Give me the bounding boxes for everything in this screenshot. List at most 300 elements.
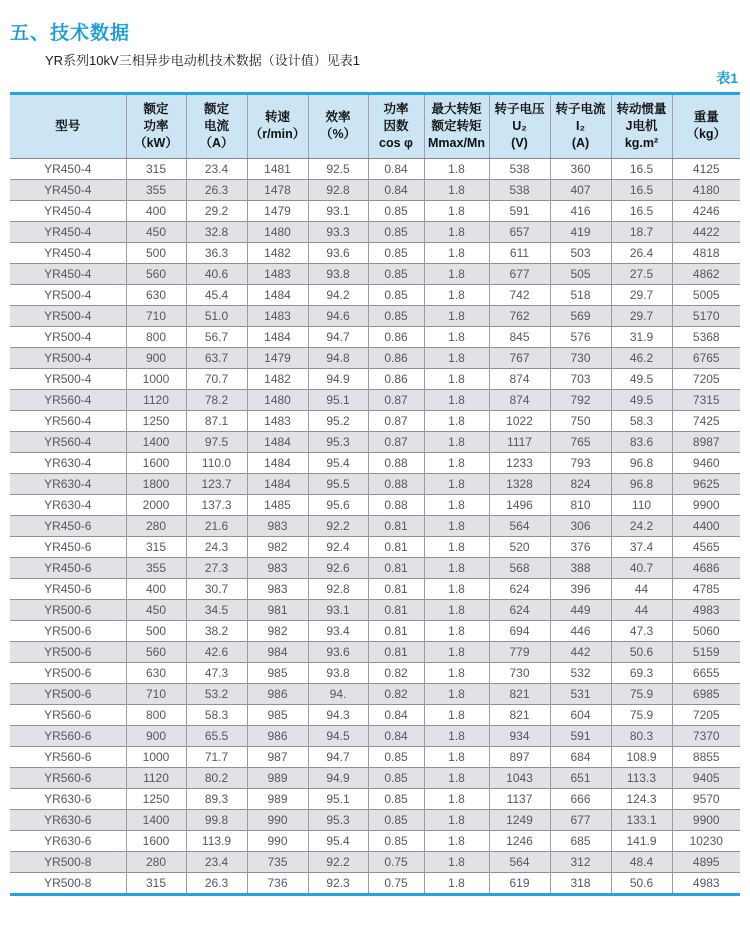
- cell-rated-current: 32.8: [186, 221, 247, 242]
- table-row: [10, 788, 740, 809]
- cell-rated-current: 47.3: [186, 662, 247, 683]
- cell-rotor-voltage: 874: [489, 368, 550, 389]
- cell-torque-ratio: 1.8: [424, 788, 489, 809]
- cell-rotor-current: 792: [550, 389, 611, 410]
- cell-power-factor: 0.86: [368, 347, 424, 368]
- cell-rated-current: 34.5: [186, 599, 247, 620]
- cell-power-factor: 0.85: [368, 242, 424, 263]
- cell-inertia: 50.6: [611, 872, 672, 894]
- cell-rated-power: 500: [126, 620, 186, 641]
- table-row: [10, 368, 740, 389]
- cell-torque-ratio: 1.8: [424, 599, 489, 620]
- cell-rated-power: 315: [126, 536, 186, 557]
- spec-table-body: [10, 158, 740, 894]
- cell-weight: 4895: [672, 851, 740, 872]
- cell-inertia: 108.9: [611, 746, 672, 767]
- cell-rated-power: 1400: [126, 809, 186, 830]
- cell-rated-power: 1400: [126, 431, 186, 452]
- cell-efficiency: 92.6: [308, 557, 368, 578]
- cell-power-factor: 0.85: [368, 200, 424, 221]
- cell-rotor-current: 360: [550, 158, 611, 179]
- table-row: [10, 200, 740, 221]
- table-row: [10, 746, 740, 767]
- cell-model: YR500-6: [10, 641, 126, 662]
- cell-weight: 4983: [672, 872, 740, 894]
- cell-speed: 1483: [247, 263, 308, 284]
- cell-rated-power: 800: [126, 326, 186, 347]
- column-header-line: 转子电压: [494, 102, 545, 116]
- cell-rotor-current: 503: [550, 242, 611, 263]
- table-row: [10, 179, 740, 200]
- cell-efficiency: 93.6: [308, 641, 368, 662]
- cell-torque-ratio: 1.8: [424, 242, 489, 263]
- cell-inertia: 75.9: [611, 704, 672, 725]
- cell-rotor-voltage: 677: [489, 263, 550, 284]
- cell-rotor-voltage: 1496: [489, 494, 550, 515]
- cell-power-factor: 0.85: [368, 746, 424, 767]
- cell-rated-power: 315: [126, 872, 186, 894]
- column-header-line: （r/min）: [249, 127, 306, 142]
- cell-rotor-voltage: 568: [489, 557, 550, 578]
- cell-efficiency: 93.8: [308, 263, 368, 284]
- column-header-speed: [247, 94, 308, 159]
- cell-rotor-voltage: 1246: [489, 830, 550, 851]
- cell-efficiency: 95.3: [308, 809, 368, 830]
- table-row: [10, 389, 740, 410]
- cell-efficiency: 92.3: [308, 872, 368, 894]
- table-row: [10, 830, 740, 851]
- cell-inertia: 40.7: [611, 557, 672, 578]
- cell-torque-ratio: 1.8: [424, 389, 489, 410]
- cell-torque-ratio: 1.8: [424, 557, 489, 578]
- cell-efficiency: 95.1: [308, 389, 368, 410]
- cell-rated-power: 1120: [126, 767, 186, 788]
- column-header-line: 效率: [325, 110, 351, 125]
- cell-speed: 1484: [247, 326, 308, 347]
- cell-rated-current: 30.7: [186, 578, 247, 599]
- cell-power-factor: 0.85: [368, 830, 424, 851]
- cell-rated-current: 51.0: [186, 305, 247, 326]
- cell-rated-power: 315: [126, 158, 186, 179]
- cell-rotor-current: 446: [550, 620, 611, 641]
- cell-power-factor: 0.81: [368, 620, 424, 641]
- cell-rated-power: 560: [126, 641, 186, 662]
- cell-rated-current: 110.0: [186, 452, 247, 473]
- cell-weight: 9460: [672, 452, 740, 473]
- cell-speed: 983: [247, 578, 308, 599]
- cell-rotor-voltage: 821: [489, 683, 550, 704]
- cell-weight: 7370: [672, 725, 740, 746]
- cell-rated-current: 40.6: [186, 263, 247, 284]
- cell-efficiency: 92.2: [308, 851, 368, 872]
- cell-model: YR500-6: [10, 620, 126, 641]
- cell-efficiency: 93.1: [308, 599, 368, 620]
- cell-power-factor: 0.88: [368, 494, 424, 515]
- column-header-model: [10, 94, 126, 159]
- cell-rated-power: 450: [126, 221, 186, 242]
- cell-rated-power: 560: [126, 263, 186, 284]
- cell-model: YR450-6: [10, 536, 126, 557]
- cell-rotor-voltage: 624: [489, 578, 550, 599]
- cell-inertia: 26.4: [611, 242, 672, 263]
- cell-inertia: 49.5: [611, 389, 672, 410]
- table-row: [10, 725, 740, 746]
- cell-rotor-current: 685: [550, 830, 611, 851]
- cell-inertia: 58.3: [611, 410, 672, 431]
- cell-power-factor: 0.85: [368, 305, 424, 326]
- column-header-power-factor: [368, 94, 424, 159]
- column-header-line: Mmax/Mn: [428, 135, 485, 150]
- cell-efficiency: 94.6: [308, 305, 368, 326]
- cell-rated-power: 1800: [126, 473, 186, 494]
- table-row: [10, 809, 740, 830]
- cell-inertia: 37.4: [611, 536, 672, 557]
- cell-power-factor: 0.84: [368, 158, 424, 179]
- cell-weight: 4983: [672, 599, 740, 620]
- table-row: [10, 557, 740, 578]
- cell-power-factor: 0.86: [368, 326, 424, 347]
- cell-rated-current: 23.4: [186, 158, 247, 179]
- cell-weight: 4818: [672, 242, 740, 263]
- table-row: [10, 431, 740, 452]
- cell-speed: 989: [247, 767, 308, 788]
- cell-speed: 982: [247, 536, 308, 557]
- cell-inertia: 27.5: [611, 263, 672, 284]
- column-header-torque-ratio: [424, 94, 489, 159]
- cell-efficiency: 92.5: [308, 158, 368, 179]
- cell-rotor-voltage: 730: [489, 662, 550, 683]
- cell-power-factor: 0.81: [368, 536, 424, 557]
- cell-rated-power: 355: [126, 557, 186, 578]
- cell-speed: 735: [247, 851, 308, 872]
- cell-speed: 985: [247, 662, 308, 683]
- cell-weight: 8987: [672, 431, 740, 452]
- cell-rotor-current: 569: [550, 305, 611, 326]
- cell-torque-ratio: 1.8: [424, 872, 489, 894]
- cell-inertia: 24.2: [611, 515, 672, 536]
- table-row: [10, 263, 740, 284]
- column-header-line: 转动惯量: [616, 102, 667, 116]
- cell-model: YR560-6: [10, 746, 126, 767]
- cell-weight: 4565: [672, 536, 740, 557]
- cell-rated-current: 21.6: [186, 515, 247, 536]
- column-header-line: 重量: [693, 110, 719, 125]
- column-header-line: 功率: [383, 102, 409, 116]
- cell-rotor-voltage: 591: [489, 200, 550, 221]
- cell-efficiency: 94.: [308, 683, 368, 704]
- cell-model: YR560-4: [10, 410, 126, 431]
- cell-model: YR560-4: [10, 389, 126, 410]
- cell-rotor-voltage: 520: [489, 536, 550, 557]
- cell-rotor-voltage: 538: [489, 158, 550, 179]
- cell-model: YR560-4: [10, 431, 126, 452]
- cell-rotor-voltage: 1117: [489, 431, 550, 452]
- cell-speed: 985: [247, 704, 308, 725]
- cell-rotor-current: 703: [550, 368, 611, 389]
- cell-inertia: 29.7: [611, 305, 672, 326]
- cell-rated-current: 26.3: [186, 179, 247, 200]
- cell-inertia: 46.2: [611, 347, 672, 368]
- cell-torque-ratio: 1.8: [424, 347, 489, 368]
- cell-model: YR500-6: [10, 662, 126, 683]
- cell-rotor-voltage: 611: [489, 242, 550, 263]
- cell-inertia: 110: [611, 494, 672, 515]
- cell-torque-ratio: 1.8: [424, 263, 489, 284]
- cell-rotor-voltage: 821: [489, 704, 550, 725]
- cell-efficiency: 95.1: [308, 788, 368, 809]
- cell-efficiency: 92.8: [308, 179, 368, 200]
- cell-inertia: 47.3: [611, 620, 672, 641]
- cell-power-factor: 0.85: [368, 767, 424, 788]
- cell-weight: 4422: [672, 221, 740, 242]
- cell-efficiency: 92.4: [308, 536, 368, 557]
- cell-model: YR500-4: [10, 347, 126, 368]
- column-header-line: 功率: [143, 118, 169, 133]
- cell-rated-current: 38.2: [186, 620, 247, 641]
- cell-weight: 8855: [672, 746, 740, 767]
- cell-rated-current: 56.7: [186, 326, 247, 347]
- cell-rated-power: 900: [126, 725, 186, 746]
- cell-speed: 989: [247, 788, 308, 809]
- cell-weight: 5368: [672, 326, 740, 347]
- cell-inertia: 44: [611, 578, 672, 599]
- cell-inertia: 31.9: [611, 326, 672, 347]
- table-row: [10, 578, 740, 599]
- column-header-line: （kg）: [686, 127, 727, 142]
- column-header-line: kg.m²: [624, 135, 659, 150]
- cell-rated-power: 280: [126, 851, 186, 872]
- column-header-line: U₂: [512, 118, 527, 133]
- cell-rated-current: 78.2: [186, 389, 247, 410]
- cell-weight: 4125: [672, 158, 740, 179]
- cell-rotor-current: 765: [550, 431, 611, 452]
- cell-rotor-voltage: 742: [489, 284, 550, 305]
- table-row: [10, 872, 740, 894]
- cell-rotor-voltage: 657: [489, 221, 550, 242]
- cell-weight: 4785: [672, 578, 740, 599]
- cell-rotor-current: 518: [550, 284, 611, 305]
- table-row: [10, 284, 740, 305]
- cell-model: YR630-4: [10, 494, 126, 515]
- cell-weight: 5005: [672, 284, 740, 305]
- cell-rotor-current: 651: [550, 767, 611, 788]
- cell-efficiency: 95.2: [308, 410, 368, 431]
- cell-weight: 5170: [672, 305, 740, 326]
- column-header-line: 转速: [264, 110, 290, 125]
- cell-model: YR450-6: [10, 578, 126, 599]
- cell-speed: 1484: [247, 431, 308, 452]
- cell-speed: 1482: [247, 368, 308, 389]
- cell-inertia: 18.7: [611, 221, 672, 242]
- column-header-efficiency: [308, 94, 368, 159]
- cell-rotor-current: 531: [550, 683, 611, 704]
- cell-rotor-voltage: 1249: [489, 809, 550, 830]
- cell-rotor-voltage: 1328: [489, 473, 550, 494]
- cell-torque-ratio: 1.8: [424, 767, 489, 788]
- cell-efficiency: 92.8: [308, 578, 368, 599]
- cell-inertia: 124.3: [611, 788, 672, 809]
- cell-rated-current: 58.3: [186, 704, 247, 725]
- cell-speed: 1485: [247, 494, 308, 515]
- cell-torque-ratio: 1.8: [424, 284, 489, 305]
- cell-power-factor: 0.88: [368, 473, 424, 494]
- table-row: [10, 242, 740, 263]
- cell-efficiency: 94.5: [308, 725, 368, 746]
- cell-rotor-current: 604: [550, 704, 611, 725]
- column-header-line: J电机: [625, 118, 658, 133]
- cell-weight: 9900: [672, 809, 740, 830]
- cell-rated-current: 53.2: [186, 683, 247, 704]
- cell-rated-current: 24.3: [186, 536, 247, 557]
- cell-rotor-voltage: 1233: [489, 452, 550, 473]
- cell-rated-power: 1600: [126, 830, 186, 851]
- cell-speed: 1480: [247, 221, 308, 242]
- cell-rotor-current: 505: [550, 263, 611, 284]
- cell-inertia: 141.9: [611, 830, 672, 851]
- cell-weight: 9405: [672, 767, 740, 788]
- cell-model: YR500-4: [10, 305, 126, 326]
- cell-model: YR500-6: [10, 683, 126, 704]
- cell-rated-power: 280: [126, 515, 186, 536]
- column-header-line: (A): [571, 135, 590, 150]
- cell-weight: 4246: [672, 200, 740, 221]
- cell-speed: 986: [247, 725, 308, 746]
- cell-rotor-voltage: 779: [489, 641, 550, 662]
- cell-torque-ratio: 1.8: [424, 494, 489, 515]
- cell-rotor-voltage: 762: [489, 305, 550, 326]
- cell-weight: 5060: [672, 620, 740, 641]
- cell-rotor-current: 677: [550, 809, 611, 830]
- cell-inertia: 16.5: [611, 200, 672, 221]
- cell-torque-ratio: 1.8: [424, 473, 489, 494]
- cell-torque-ratio: 1.8: [424, 809, 489, 830]
- cell-torque-ratio: 1.8: [424, 536, 489, 557]
- cell-inertia: 29.7: [611, 284, 672, 305]
- cell-speed: 1479: [247, 347, 308, 368]
- cell-efficiency: 94.7: [308, 746, 368, 767]
- cell-speed: 982: [247, 620, 308, 641]
- cell-rotor-voltage: 1022: [489, 410, 550, 431]
- cell-efficiency: 93.6: [308, 242, 368, 263]
- table-row: [10, 599, 740, 620]
- cell-speed: 986: [247, 683, 308, 704]
- cell-power-factor: 0.85: [368, 263, 424, 284]
- cell-torque-ratio: 1.8: [424, 368, 489, 389]
- cell-power-factor: 0.85: [368, 788, 424, 809]
- cell-rotor-current: 419: [550, 221, 611, 242]
- header-row: [10, 94, 740, 159]
- cell-torque-ratio: 1.8: [424, 746, 489, 767]
- cell-model: YR500-8: [10, 851, 126, 872]
- cell-rotor-current: 449: [550, 599, 611, 620]
- cell-rotor-current: 376: [550, 536, 611, 557]
- cell-weight: 5159: [672, 641, 740, 662]
- cell-weight: 7315: [672, 389, 740, 410]
- cell-torque-ratio: 1.8: [424, 641, 489, 662]
- cell-efficiency: 94.3: [308, 704, 368, 725]
- table-row: [10, 704, 740, 725]
- cell-speed: 1484: [247, 473, 308, 494]
- cell-torque-ratio: 1.8: [424, 851, 489, 872]
- table-row: [10, 410, 740, 431]
- cell-torque-ratio: 1.8: [424, 515, 489, 536]
- column-header-line: （kW）: [134, 135, 178, 150]
- cell-rated-power: 450: [126, 599, 186, 620]
- cell-rated-current: 36.3: [186, 242, 247, 263]
- cell-power-factor: 0.75: [368, 872, 424, 894]
- cell-weight: 6765: [672, 347, 740, 368]
- cell-rotor-current: 318: [550, 872, 611, 894]
- cell-rotor-current: 810: [550, 494, 611, 515]
- table-row: [10, 473, 740, 494]
- cell-torque-ratio: 1.8: [424, 431, 489, 452]
- cell-speed: 1480: [247, 389, 308, 410]
- cell-rated-power: 1000: [126, 746, 186, 767]
- cell-efficiency: 94.7: [308, 326, 368, 347]
- cell-power-factor: 0.82: [368, 683, 424, 704]
- cell-efficiency: 94.9: [308, 767, 368, 788]
- cell-rated-current: 29.2: [186, 200, 247, 221]
- cell-rated-current: 27.3: [186, 557, 247, 578]
- cell-speed: 987: [247, 746, 308, 767]
- column-header-weight: [672, 94, 740, 159]
- cell-torque-ratio: 1.8: [424, 410, 489, 431]
- cell-weight: 10230: [672, 830, 740, 851]
- cell-inertia: 96.8: [611, 452, 672, 473]
- cell-inertia: 83.6: [611, 431, 672, 452]
- cell-inertia: 69.3: [611, 662, 672, 683]
- cell-speed: 983: [247, 557, 308, 578]
- cell-rated-current: 65.5: [186, 725, 247, 746]
- spec-table-header: [10, 94, 740, 159]
- cell-rated-power: 630: [126, 284, 186, 305]
- cell-inertia: 16.5: [611, 179, 672, 200]
- table-row: [10, 326, 740, 347]
- cell-rated-current: 113.9: [186, 830, 247, 851]
- cell-speed: 1484: [247, 452, 308, 473]
- column-header-line: 额定: [143, 102, 169, 116]
- cell-inertia: 48.4: [611, 851, 672, 872]
- cell-torque-ratio: 1.8: [424, 683, 489, 704]
- cell-rotor-current: 824: [550, 473, 611, 494]
- column-header-line: （%）: [319, 127, 357, 142]
- cell-speed: 1478: [247, 179, 308, 200]
- cell-model: YR450-4: [10, 242, 126, 263]
- cell-efficiency: 95.3: [308, 431, 368, 452]
- cell-model: YR560-6: [10, 767, 126, 788]
- cell-rotor-voltage: 1137: [489, 788, 550, 809]
- cell-efficiency: 93.4: [308, 620, 368, 641]
- cell-power-factor: 0.84: [368, 704, 424, 725]
- cell-rotor-current: 416: [550, 200, 611, 221]
- cell-model: YR630-6: [10, 809, 126, 830]
- cell-efficiency: 93.3: [308, 221, 368, 242]
- cell-torque-ratio: 1.8: [424, 704, 489, 725]
- cell-torque-ratio: 1.8: [424, 305, 489, 326]
- cell-rated-current: 45.4: [186, 284, 247, 305]
- cell-rotor-current: 666: [550, 788, 611, 809]
- cell-torque-ratio: 1.8: [424, 620, 489, 641]
- cell-rated-current: 70.7: [186, 368, 247, 389]
- cell-weight: 6655: [672, 662, 740, 683]
- cell-rated-current: 99.8: [186, 809, 247, 830]
- column-header-line: 额定转矩: [431, 118, 482, 133]
- table-row: [10, 452, 740, 473]
- cell-speed: 1483: [247, 305, 308, 326]
- cell-model: YR500-6: [10, 599, 126, 620]
- table-row: [10, 158, 740, 179]
- cell-efficiency: 95.5: [308, 473, 368, 494]
